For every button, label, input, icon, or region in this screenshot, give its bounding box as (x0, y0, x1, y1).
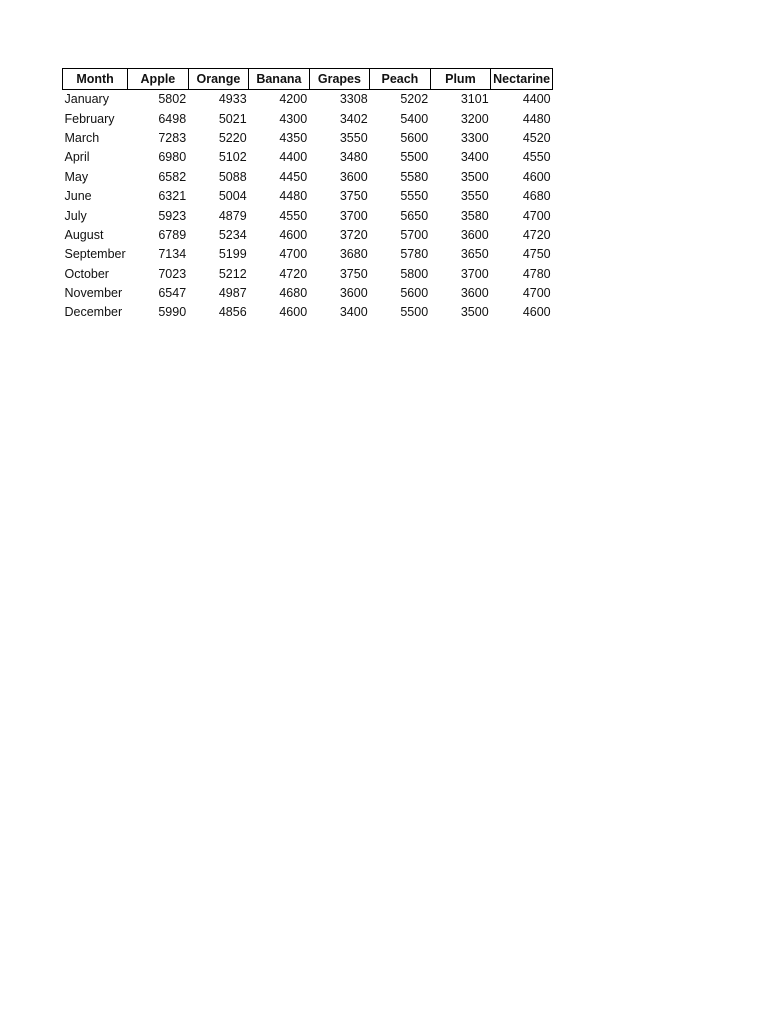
header-orange: Orange (188, 69, 249, 90)
grapes-cell: 3750 (339, 189, 368, 204)
banana-cell: 4600 (279, 305, 308, 320)
plum-cell: 3580 (460, 208, 489, 223)
nectarine-cell: 4550 (522, 150, 551, 165)
header-peach: Peach (370, 69, 431, 90)
grapes-cell: 3700 (339, 208, 368, 223)
plum-cell: 3200 (460, 111, 489, 126)
orange-cell: 5220 (218, 130, 247, 145)
grapes-cell: 3600 (339, 286, 368, 301)
apple-cell: 5990 (158, 305, 187, 320)
table-row (63, 265, 553, 284)
plum-cell: 3550 (460, 189, 489, 204)
orange-cell: 5021 (218, 111, 247, 126)
nectarine-cell: 4600 (522, 169, 551, 184)
peach-cell: 5650 (400, 208, 429, 223)
banana-cell: 4720 (279, 266, 308, 281)
plum-cell: 3600 (460, 227, 489, 242)
peach-cell: 5500 (400, 305, 429, 320)
peach-cell: 5600 (400, 286, 429, 301)
month-cell: November (64, 286, 123, 301)
apple-cell: 5802 (158, 92, 187, 107)
grapes-cell: 3550 (339, 130, 368, 145)
banana-cell: 4680 (279, 286, 308, 301)
table-row (63, 226, 553, 245)
apple-cell: 6321 (158, 189, 187, 204)
banana-cell: 4450 (279, 169, 308, 184)
orange-cell: 5088 (218, 169, 247, 184)
table-row (63, 109, 553, 128)
grapes-cell: 3750 (339, 266, 368, 281)
apple-cell: 7023 (158, 266, 187, 281)
header-nectarine: Nectarine (491, 69, 553, 90)
table-row (63, 129, 553, 148)
apple-cell: 6582 (158, 169, 187, 184)
fruit-sales-table (62, 68, 553, 323)
table-row (63, 206, 553, 225)
nectarine-cell: 4400 (522, 92, 551, 107)
month-cell: January (64, 92, 109, 107)
nectarine-cell: 4680 (522, 189, 551, 204)
peach-cell: 5550 (400, 189, 429, 204)
header-plum: Plum (430, 69, 491, 90)
plum-cell: 3700 (460, 266, 489, 281)
spreadsheet-page (62, 68, 553, 323)
banana-cell: 4350 (279, 130, 308, 145)
peach-cell: 5700 (400, 227, 429, 242)
table-row (63, 245, 553, 264)
apple-cell: 6789 (158, 227, 187, 242)
month-cell: October (64, 266, 109, 281)
banana-cell: 4600 (279, 227, 308, 242)
plum-cell: 3400 (460, 150, 489, 165)
banana-cell: 4300 (279, 111, 308, 126)
grapes-cell: 3402 (339, 111, 368, 126)
peach-cell: 5780 (400, 247, 429, 262)
orange-cell: 4987 (218, 286, 247, 301)
nectarine-cell: 4720 (522, 227, 551, 242)
table-row (63, 284, 553, 303)
grapes-cell: 3680 (339, 247, 368, 262)
plum-cell: 3101 (460, 92, 489, 107)
orange-cell: 5212 (218, 266, 247, 281)
month-cell: June (64, 189, 92, 204)
banana-cell: 4700 (279, 247, 308, 262)
apple-cell: 6980 (158, 150, 187, 165)
peach-cell: 5202 (400, 92, 429, 107)
plum-cell: 3500 (460, 305, 489, 320)
header-grapes: Grapes (309, 69, 370, 90)
nectarine-cell: 4700 (522, 286, 551, 301)
table-row (63, 90, 553, 110)
apple-cell: 6547 (158, 286, 187, 301)
banana-cell: 4550 (279, 208, 308, 223)
orange-cell: 4856 (218, 305, 247, 320)
peach-cell: 5580 (400, 169, 429, 184)
grapes-cell: 3600 (339, 169, 368, 184)
peach-cell: 5600 (400, 130, 429, 145)
nectarine-cell: 4480 (522, 111, 551, 126)
orange-cell: 4879 (218, 208, 247, 223)
grapes-cell: 3480 (339, 150, 368, 165)
peach-cell: 5500 (400, 150, 429, 165)
plum-cell: 3600 (460, 286, 489, 301)
orange-cell: 5102 (218, 150, 247, 165)
month-cell: December (64, 305, 123, 320)
orange-cell: 4933 (218, 92, 247, 107)
banana-cell: 4480 (279, 189, 308, 204)
header-apple: Apple (128, 69, 189, 90)
apple-cell: 6498 (158, 111, 187, 126)
orange-cell: 5234 (218, 227, 247, 242)
grapes-cell: 3308 (339, 92, 368, 107)
month-cell: July (64, 208, 87, 223)
peach-cell: 5800 (400, 266, 429, 281)
orange-cell: 5004 (218, 189, 247, 204)
header-month: Month (63, 69, 128, 90)
nectarine-cell: 4780 (522, 266, 551, 281)
nectarine-cell: 4750 (522, 247, 551, 262)
table-body (63, 90, 553, 323)
table-row (63, 187, 553, 206)
nectarine-cell: 4520 (522, 130, 551, 145)
table-row (63, 168, 553, 187)
plum-cell: 3300 (460, 130, 489, 145)
peach-cell: 5400 (400, 111, 429, 126)
plum-cell: 3500 (460, 169, 489, 184)
month-cell: April (64, 150, 90, 165)
month-cell: March (64, 130, 100, 145)
plum-cell: 3650 (460, 247, 489, 262)
month-cell: September (64, 247, 126, 262)
grapes-cell: 3720 (339, 227, 368, 242)
apple-cell: 7283 (158, 130, 187, 145)
nectarine-cell: 4600 (522, 305, 551, 320)
table-row (63, 148, 553, 167)
nectarine-cell: 4700 (522, 208, 551, 223)
table-row (63, 303, 553, 322)
month-cell: February (64, 111, 115, 126)
apple-cell: 5923 (158, 208, 187, 223)
month-cell: August (64, 227, 104, 242)
month-cell: May (64, 169, 89, 184)
orange-cell: 5199 (218, 247, 247, 262)
banana-cell: 4200 (279, 92, 308, 107)
apple-cell: 7134 (158, 247, 187, 262)
banana-cell: 4400 (279, 150, 308, 165)
header-banana: Banana (249, 69, 310, 90)
grapes-cell: 3400 (339, 305, 368, 320)
header-row (63, 69, 553, 90)
